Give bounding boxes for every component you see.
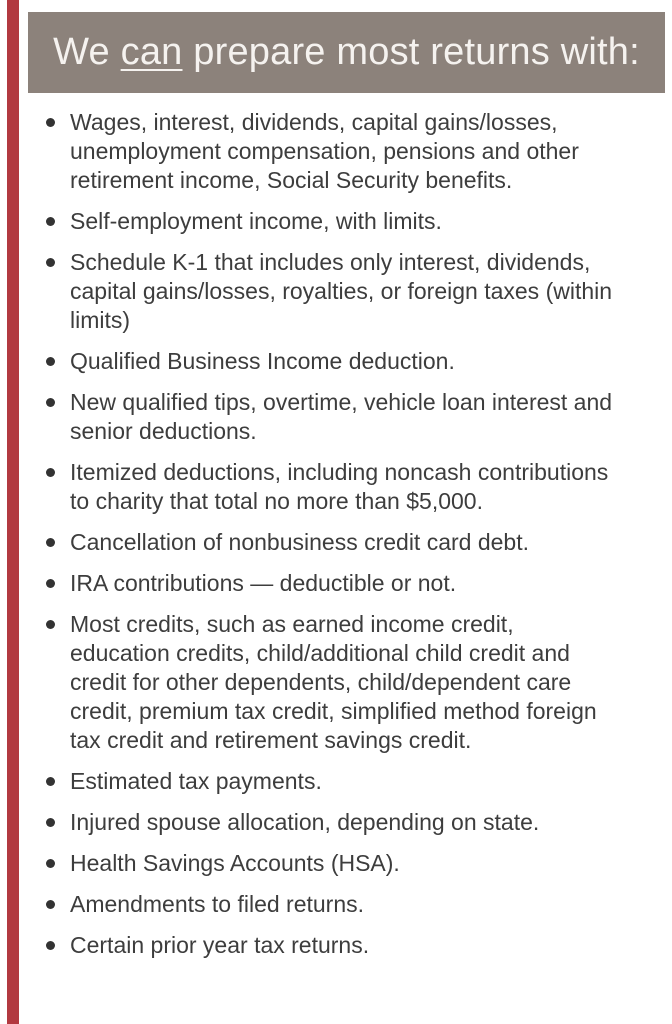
bullet-icon [46, 538, 55, 547]
list-item [70, 569, 616, 598]
list-item [70, 207, 616, 236]
list-item [70, 248, 616, 335]
list-item [70, 347, 616, 376]
bullet-icon [46, 217, 55, 226]
header-title-prefix: We [53, 31, 121, 73]
header-title-suffix: prepare most returns with: [182, 31, 640, 73]
list-item-text: Cancellation of nonbusiness credit card debt. [70, 529, 530, 555]
header-banner [28, 12, 665, 93]
list-item [70, 458, 616, 516]
list-item-text: Amendments to filed returns. [70, 891, 365, 917]
bullet-icon [46, 859, 55, 868]
list-item-text: IRA contributions — deductible or not. [70, 570, 457, 596]
list-item-text: Itemized deductions, including noncash contributions to charity that total no more than $5,000. [70, 459, 609, 514]
bullet-icon [46, 941, 55, 950]
list-section [70, 108, 616, 972]
capabilities-list [70, 108, 616, 960]
list-item [70, 108, 616, 195]
list-item [70, 849, 616, 878]
list-item [70, 388, 616, 446]
bullet-icon [46, 468, 55, 477]
bullet-icon [46, 620, 55, 629]
bullet-icon [46, 900, 55, 909]
list-item-text: Qualified Business Income deduction. [70, 348, 455, 374]
bullet-icon [46, 357, 55, 366]
list-item [70, 931, 616, 960]
header-title-underlined-word: can [120, 31, 183, 73]
list-item [70, 528, 616, 557]
list-item-text: Injured spouse allocation, depending on state. [70, 809, 540, 835]
bullet-icon [46, 777, 55, 786]
bullet-icon [46, 818, 55, 827]
list-item-text: Wages, interest, dividends, capital gains/losses, unemployment compensation, pensions and other retirement income, Social Security benefits. [70, 109, 579, 193]
bullet-icon [46, 118, 55, 127]
list-item [70, 767, 616, 796]
list-item-text: Most credits, such as earned income credit, education credits, child/additional child credit and credit for other dependents, child/dependent care credit, premium tax credit, simplified method foreign tax credit and retirement savings credit. [70, 611, 597, 753]
list-item [70, 610, 616, 755]
left-accent-bar [7, 0, 19, 1024]
list-item-text: Self-employment income, with limits. [70, 208, 442, 234]
header-title [53, 31, 640, 74]
bullet-icon [46, 258, 55, 267]
list-item-text: Estimated tax payments. [70, 768, 322, 794]
list-item [70, 808, 616, 837]
list-item-text: Health Savings Accounts (HSA). [70, 850, 400, 876]
bullet-icon [46, 398, 55, 407]
list-item-text: Certain prior year tax returns. [70, 932, 370, 958]
list-item-text: New qualified tips, overtime, vehicle loan interest and senior deductions. [70, 389, 613, 444]
list-item [70, 890, 616, 919]
bullet-icon [46, 579, 55, 588]
list-item-text: Schedule K-1 that includes only interest, dividends, capital gains/losses, royalties, or foreign taxes (within limits) [70, 249, 613, 333]
